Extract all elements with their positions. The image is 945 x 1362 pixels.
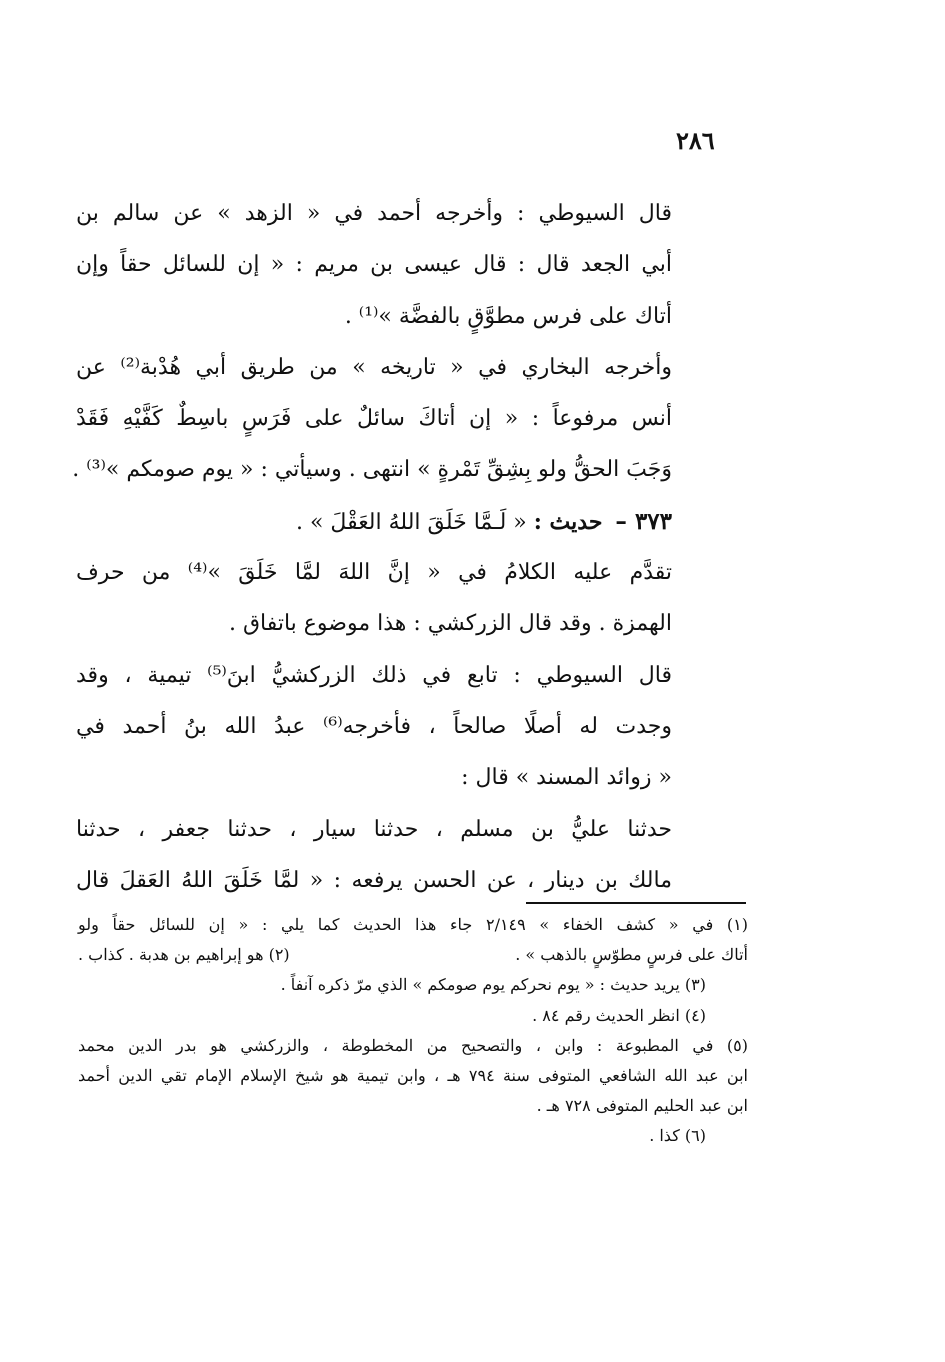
hadith-number: ٣٧٣ – (615, 507, 672, 535)
text-line: الهمزة . وقد قال الزركشي : هذا موضوع باتفاق . (228, 611, 672, 637)
text-line: قال السيوطي : وأخرجه أحمد في « الزهد » عن سالم بن (76, 201, 672, 226)
footnote-3: (٣) يريد حديث : « يوم نحركم يوم صومكم » الذي مرّ ذكره آنفاً . (280, 975, 706, 995)
text-line: أتاك على فرس مطوَّقٍ بالفضَّة »⁽¹⁾ . (344, 303, 672, 329)
page-number: ٢٨٦ (676, 126, 715, 155)
footnote-separator (526, 902, 746, 904)
text-line: أنس مرفوعاً : « إن أتاكَ سائلٌ على فَرَسٍ باسِطٌ كَفَّيْهِ فَقَدْ (76, 406, 672, 432)
hadith-label: حديث : (533, 508, 603, 535)
footnotes (78, 910, 748, 1152)
footnote-1: (١) في « كشف الخفاء » ٢/١٤٩ جاء هذا الحديث كما يلي : « إن للسائل حقاً ولو (78, 915, 748, 934)
text-line: وجدت له أصلًا صالحاً ، فأخرجه⁽⁶⁾ عبدُ الله بنُ أحمد في (76, 713, 673, 739)
footnote-5: (٥) في المطبوعة : وابن ، والتصحيح من المخطوطة ، والزركشي هو بدر الدين محمد (78, 1035, 748, 1055)
footnote-4: (٤) انظر الحديث رقم ٨٤ . (532, 1005, 706, 1025)
main-text (72, 188, 673, 906)
footnote-2: (٢) هو إبراهيم بن هدبة . كذاب . (78, 945, 290, 965)
text-line: مالك بن دينار ، عن الحسن يرفعه : « لمَّا خَلَقَ اللهُ العَقلَ قال (76, 867, 672, 893)
footnote-1-continued: أتاك على فرسٍ مطوّسٍ بالذهب » . (515, 945, 748, 965)
text-line: قال السيوطي : تابع في ذلك الزركشيُّ ابنَ⁽⁵⁾ تيمية ، وقد (76, 662, 672, 688)
text-line: وأخرجه البخاري في « تاريخه » من طريق أبي هُدْبة⁽²⁾ عن (76, 354, 672, 380)
footnote-row (78, 940, 748, 970)
text-line: حدثنا عليُّ بن مسلم ، حدثنا سيار ، حدثنا جعفر ، حدثنا (76, 816, 672, 842)
hadith-title: « لَـمَّا خَلَقَ اللهُ العَقْلَ » . (295, 509, 527, 535)
hadith-heading (76, 496, 672, 547)
text-line: « زوائد المسند » قال : (461, 765, 672, 791)
footnote-6: (٦) كذا . (649, 1126, 706, 1146)
footnote-5-end: ابن عبد الحليم المتوفى ٧٢٨ هـ . (536, 1096, 748, 1116)
text-line: تقدَّم عليه الكلامُ في « إنَّ اللهَ لمَّا خَلَقَ »⁽⁴⁾ من حرف (76, 560, 672, 586)
text-line: أبي الجعد قال : قال عيسى بن مريم : « إن للسائل حقاً وإن (76, 252, 672, 278)
text-line: وَجَبَ الحقُّ ولو بِشِقِّ تَمْرةٍ » انتهى . وسيأتي : « يوم صومكم »⁽³⁾ . (72, 457, 672, 483)
footnote-5-continued: ابن عبد الله الشافعي المتوفى سنة ٧٩٤ هـ ، وابن تيمية هو شيخ الإسلام الإمام تقي الدين أحمد (78, 1065, 748, 1085)
